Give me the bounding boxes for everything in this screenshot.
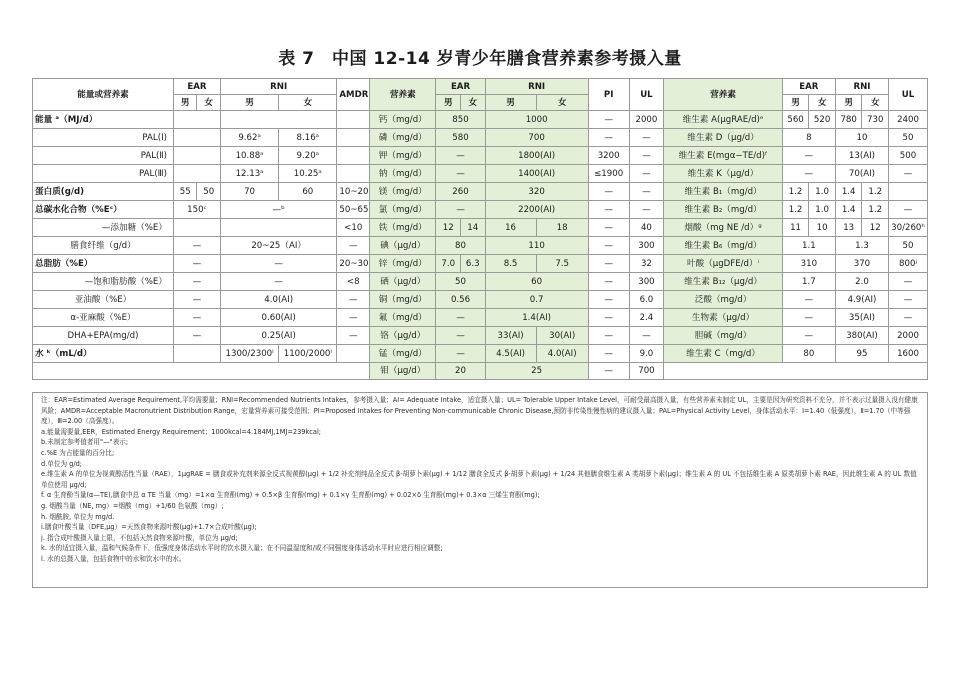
mineral-ul: — xyxy=(629,147,664,165)
vitamin-ul: 50 xyxy=(889,237,928,255)
energy-ear-value xyxy=(173,165,220,183)
vitamin-name: 维生素 A(μgRAE/d)ᵉ xyxy=(664,111,783,129)
energy-ear-value: — xyxy=(173,255,220,273)
table-row xyxy=(33,237,928,255)
mineral-ul: 2.4 xyxy=(629,309,664,327)
header-ear-c: EAR xyxy=(782,79,835,95)
mineral-ul: 32 xyxy=(629,255,664,273)
vitamin-ear-female: 10 xyxy=(809,219,836,237)
mineral-ear-value: 0.56 xyxy=(436,291,485,309)
vitamin-rni-value: 13(AI) xyxy=(835,147,888,165)
header-ul-c: UL xyxy=(889,79,928,111)
vitamin-rni-female: 1.2 xyxy=(862,201,889,219)
mineral-rni-female: 18 xyxy=(536,219,588,237)
mineral-ear-female: 6.3 xyxy=(461,255,486,273)
energy-rni-value: 0.25(AI) xyxy=(220,327,336,345)
energy-label: PAL(Ⅰ) xyxy=(33,129,174,147)
energy-label: DHA+EPA(mg/d) xyxy=(33,327,174,345)
energy-ear-value: 150ᶜ xyxy=(173,201,220,219)
mineral-rni-male: 33(AI) xyxy=(485,327,536,345)
vitamin-rni-value: 370 xyxy=(835,255,888,273)
header-male: 男 xyxy=(436,95,461,111)
vitamin-name: 维生素 D（μg/d） xyxy=(664,129,783,147)
mineral-pi: — xyxy=(588,291,629,309)
vitamin-ear-value: 310 xyxy=(782,255,835,273)
mineral-name: 钙（mg/d） xyxy=(370,111,436,129)
header-ear-b: EAR xyxy=(436,79,485,95)
header-male: 男 xyxy=(835,95,862,111)
vitamin-ear-male: 560 xyxy=(782,111,809,129)
energy-ear-value xyxy=(173,345,220,363)
vitamin-rni-value: 35(AI) xyxy=(835,309,888,327)
mineral-name: 碘（μg/d） xyxy=(370,237,436,255)
energy-rni-value: 4.0(AI) xyxy=(220,291,336,309)
mineral-rni-value: 25 xyxy=(485,363,588,380)
mineral-ear-value: 260 xyxy=(436,183,485,201)
mineral-ul: — xyxy=(629,327,664,345)
mineral-ul: 300 xyxy=(629,273,664,291)
amdr-value xyxy=(337,129,370,147)
energy-rni-value: 20~25（AI） xyxy=(220,237,336,255)
vitamin-rni-value: 1.3 xyxy=(835,237,888,255)
table-row xyxy=(33,129,928,147)
table-row xyxy=(33,345,928,363)
vitamin-ul: — xyxy=(889,165,928,183)
energy-rni-value: —ᵇ xyxy=(220,201,336,219)
footnote: i.膳食叶酸当量（DFE,μg）=天然食物来源叶酸(μg)+1.7×合成叶酸(μg); xyxy=(41,523,257,532)
mineral-ul: 700 xyxy=(629,363,664,380)
header-female: 女 xyxy=(279,95,337,111)
mineral-pi: — xyxy=(588,111,629,129)
mineral-pi: — xyxy=(588,255,629,273)
energy-rni-female: 9.20ᵃ xyxy=(279,147,337,165)
mineral-rni-female: 30(AI) xyxy=(536,327,588,345)
mineral-ul: 300 xyxy=(629,237,664,255)
vitamin-rni-female: 12 xyxy=(862,219,889,237)
vitamin-name: 生物素（μg/d） xyxy=(664,309,783,327)
mineral-ul: 6.0 xyxy=(629,291,664,309)
mineral-ear-value: — xyxy=(436,345,485,363)
energy-ear-value xyxy=(173,147,220,165)
mineral-rni-value: 1.4(AI) xyxy=(485,309,588,327)
vitamin-ul: — xyxy=(889,291,928,309)
mineral-name: 钼（μg/d） xyxy=(370,363,436,380)
energy-label: α-亚麻酸（%E） xyxy=(33,309,174,327)
footnote: j. 指合成叶酸摄入量上限，不包括天然食物来源叶酸，单位为 μg/d; xyxy=(41,533,238,542)
vitamin-name: 维生素 B₂（mg/d） xyxy=(664,201,783,219)
vitamin-ear-female: 1.0 xyxy=(809,183,836,201)
mineral-rni-value: 1400(AI) xyxy=(485,165,588,183)
mineral-name: 钠（mg/d） xyxy=(370,165,436,183)
header-male: 男 xyxy=(173,95,196,111)
vitamin-ear-value: — xyxy=(782,327,835,345)
vitamin-ul xyxy=(889,183,928,201)
table-row xyxy=(33,273,928,291)
energy-label: 能量 ᵃ（MJ/d） xyxy=(33,111,174,129)
amdr-value: — xyxy=(337,291,370,309)
vitamin-rni-male: 1.4 xyxy=(835,183,862,201)
vitamin-ear-value: 1.1 xyxy=(782,237,835,255)
table-row xyxy=(33,363,928,380)
table-row xyxy=(33,327,928,345)
footnote: f. α 生育酚当量(α—TE),膳食中总 α TE 当量（mg）=1×α 生育酚(mg) + 0.5×β 生育酚(mg) + 0.1×γ 生育酚(mg) + 0.02×δ 生育酚(mg)+ 0.3×α 三烯生育酚(mg); xyxy=(41,491,540,500)
vitamin-rni-female: 730 xyxy=(862,111,889,129)
amdr-value: 20~30 xyxy=(337,255,370,273)
vitamin-ear-value: — xyxy=(782,309,835,327)
table-row xyxy=(33,147,928,165)
energy-rni-female: 10.25ᵃ xyxy=(279,165,337,183)
mineral-ear-value: — xyxy=(436,147,485,165)
energy-ear-value: — xyxy=(173,309,220,327)
mineral-ear-male: 7.0 xyxy=(436,255,461,273)
mineral-ear-value: — xyxy=(436,201,485,219)
footnote: k. 水的适宜摄入量，温和气候条件下，低强度身体活动水平时的饮水摄入量；在不同温湿度和/或不同强度身体活动水平时应进行相应调整; xyxy=(41,544,443,553)
vitamin-name: 泛酸（mg/d） xyxy=(664,291,783,309)
vitamin-ul: 50 xyxy=(889,129,928,147)
energy-label: 总脂肪（%E） xyxy=(33,255,174,273)
amdr-value: — xyxy=(337,327,370,345)
header-amdr: AMDR xyxy=(337,79,370,111)
vitamin-ear-male: 1.2 xyxy=(782,183,809,201)
amdr-value: — xyxy=(337,309,370,327)
header-male: 男 xyxy=(782,95,809,111)
mineral-pi: 3200 xyxy=(588,147,629,165)
amdr-value xyxy=(337,165,370,183)
mineral-ul: — xyxy=(629,165,664,183)
vitamin-name: 维生素 K（μg/d） xyxy=(664,165,783,183)
table-row xyxy=(33,201,928,219)
table-row xyxy=(33,183,928,201)
mineral-ul: — xyxy=(629,183,664,201)
amdr-value xyxy=(337,147,370,165)
mineral-ul: 2000 xyxy=(629,111,664,129)
energy-rni-value: 0.60(AI) xyxy=(220,309,336,327)
energy-label: 亚油酸（%E） xyxy=(33,291,174,309)
mineral-pi: — xyxy=(588,327,629,345)
header-rni-a: RNI xyxy=(220,79,336,95)
mineral-rni-male: 4.5(AI) xyxy=(485,345,536,363)
vitamin-name: 维生素 B₁（mg/d） xyxy=(664,183,783,201)
mineral-rni-male: 16 xyxy=(485,219,536,237)
energy-ear-value: — xyxy=(173,327,220,345)
header-male: 男 xyxy=(220,95,278,111)
vitamin-ear-value: — xyxy=(782,291,835,309)
header-female: 女 xyxy=(536,95,588,111)
amdr-value: 50~65 xyxy=(337,201,370,219)
mineral-name: 镁（mg/d） xyxy=(370,183,436,201)
mineral-pi: — xyxy=(588,201,629,219)
mineral-rni-value: 1000 xyxy=(485,111,588,129)
mineral-ul: — xyxy=(629,129,664,147)
table-row xyxy=(33,255,928,273)
header-energy: 能量或营养素 xyxy=(33,79,174,111)
vitamin-rni-value: 4.9(AI) xyxy=(835,291,888,309)
mineral-pi: ≤1900 xyxy=(588,165,629,183)
header-row-1 xyxy=(33,79,928,95)
amdr-value: — xyxy=(337,237,370,255)
vitamin-ul: — xyxy=(889,309,928,327)
mineral-name: 锌（mg/d） xyxy=(370,255,436,273)
header-pi: PI xyxy=(588,79,629,111)
header-nutrient-c: 营养素 xyxy=(664,79,783,111)
energy-rni-value xyxy=(220,111,336,129)
mineral-rni-value: 60 xyxy=(485,273,588,291)
mineral-name: 氯（mg/d） xyxy=(370,201,436,219)
vitamin-rni-male: 13 xyxy=(835,219,862,237)
mineral-rni-female: 4.0(AI) xyxy=(536,345,588,363)
vitamin-ear-male: 11 xyxy=(782,219,809,237)
vitamin-name: 胆碱（mg/d） xyxy=(664,327,783,345)
vitamin-ear-value: 8 xyxy=(782,129,835,147)
vitamin-ear-value: — xyxy=(782,147,835,165)
mineral-ear-value: 850 xyxy=(436,111,485,129)
vitamin-rni-value: 10 xyxy=(835,129,888,147)
table-row xyxy=(33,219,928,237)
mineral-rni-value: 1800(AI) xyxy=(485,147,588,165)
footnote: g. 烟酸当量（NE, mg）=烟酸（mg）+1/60 色氨酸（mg）; xyxy=(41,501,224,510)
mineral-name: 硒（μg/d） xyxy=(370,273,436,291)
mineral-pi: — xyxy=(588,273,629,291)
energy-rni-male: 12.13ᵃ xyxy=(220,165,278,183)
vitamin-name: 叶酸（μgDFE/d）ⁱ xyxy=(664,255,783,273)
empty-cell xyxy=(33,363,370,380)
footnote: e.维生素 A 的单位为视黄醇活性当量（RAE），1μgRAE = 膳食或补充剂来源全反式视黄醇(μg) + 1/2 补充剂纯品全反式 β-胡萝卜素(μg) + 1/12 膳食全反式 β-胡萝卜素(μg) + 1/24 其他膳食维生素 A 类胡萝卜素(μg)；维生素 A 的 UL 不包括维生素 A 原类胡萝卜素 RAE，因此维生素 A 的 UL 数值单位使用 μg/d; xyxy=(41,470,917,489)
vitamin-ul: 30/260ʰ xyxy=(889,219,928,237)
header-rni-c: RNI xyxy=(835,79,888,95)
vitamin-name: 维生素 B₆（mg/d） xyxy=(664,237,783,255)
header-female: 女 xyxy=(862,95,889,111)
vitamin-ear-female: 1.0 xyxy=(809,201,836,219)
vitamin-rni-value: 380(AI) xyxy=(835,327,888,345)
energy-label: —添加糖（%E） xyxy=(33,219,174,237)
energy-rni-female: 8.16ᵃ xyxy=(279,129,337,147)
energy-ear-value: — xyxy=(173,237,220,255)
energy-rni-value: — xyxy=(220,255,336,273)
vitamin-rni-value: 95 xyxy=(835,345,888,363)
vitamin-ul: — xyxy=(889,201,928,219)
amdr-value xyxy=(337,111,370,129)
energy-ear-value: — xyxy=(173,273,220,291)
footnote: d.单位为 g/d; xyxy=(41,459,82,468)
mineral-name: 氟（mg/d） xyxy=(370,309,436,327)
mineral-pi: — xyxy=(588,237,629,255)
header-nutrient-b: 营养素 xyxy=(370,79,436,111)
amdr-value xyxy=(337,345,370,363)
energy-rni-value xyxy=(220,219,336,237)
mineral-pi: — xyxy=(588,219,629,237)
page-title: 表 7 中国 12-14 岁青少年膳食营养素参考摄入量 xyxy=(278,49,682,69)
energy-rni-female: 60 xyxy=(279,183,337,201)
energy-label: 总碳水化合物（%Eᶜ） xyxy=(33,201,174,219)
mineral-rni-value: 320 xyxy=(485,183,588,201)
mineral-pi: — xyxy=(588,183,629,201)
header-female: 女 xyxy=(461,95,486,111)
energy-ear-value xyxy=(173,111,220,129)
mineral-pi: — xyxy=(588,363,629,380)
mineral-name: 磷（mg/d） xyxy=(370,129,436,147)
table-row xyxy=(33,165,928,183)
amdr-value: <8 xyxy=(337,273,370,291)
vitamin-ul: 800ʲ xyxy=(889,255,928,273)
mineral-name: 铁（mg/d） xyxy=(370,219,436,237)
vitamin-name: 维生素 C（mg/d） xyxy=(664,345,783,363)
table-row xyxy=(33,291,928,309)
footnote: 注：EAR=Estimated Average Requirement,平均需要量；RNI=Recommended Nutrients Intakes，参考摄入量；AI= Adequate Intake，适宜摄入量；UL= Tolerable Upper Intake Level，可耐受最高摄入量，有些营养素未制定 UL，主要是因为研究资料不充分，并不表示过量摄入没有健康风险；AMDR=Acceptable Macronutrient Distribution Range，宏量营养素可接受范围；PI=Proposed Intakes for Preventing Non-communicable Chronic Disease,预防非传染性慢性病的建议摄入量；PAL=Physical Activity Level，身体活动水平：Ⅰ=1.40（低强度），Ⅱ=1.70（中等强度），Ⅲ=2.00（高强度）。 xyxy=(41,396,918,426)
mineral-ear-value: — xyxy=(436,165,485,183)
energy-label: PAL(Ⅱ) xyxy=(33,147,174,165)
footnotes xyxy=(32,392,928,588)
vitamin-rni-female: 1.2 xyxy=(862,183,889,201)
energy-rni-value: — xyxy=(220,273,336,291)
vitamin-rni-value: 70(AI) xyxy=(835,165,888,183)
mineral-pi: — xyxy=(588,345,629,363)
header-ul-b: UL xyxy=(629,79,664,111)
vitamin-ul: 1600 xyxy=(889,345,928,363)
energy-rni-male: 10.88ᵃ xyxy=(220,147,278,165)
mineral-ear-female: 14 xyxy=(461,219,486,237)
energy-label: PAL(Ⅲ) xyxy=(33,165,174,183)
footnote: b.未制定参考值者用"—"表示; xyxy=(41,438,129,447)
mineral-name: 铜（mg/d） xyxy=(370,291,436,309)
vitamin-ear-male: 1.2 xyxy=(782,201,809,219)
vitamin-ear-female: 520 xyxy=(809,111,836,129)
energy-rni-female: 1100/2000ˡ xyxy=(279,345,337,363)
amdr-value: 10~20 xyxy=(337,183,370,201)
mineral-rni-value: 110 xyxy=(485,237,588,255)
energy-label: 蛋白质(g/d) xyxy=(33,183,174,201)
mineral-ear-value: 50 xyxy=(436,273,485,291)
mineral-ul: 40 xyxy=(629,219,664,237)
vitamin-rni-male: 1.4 xyxy=(835,201,862,219)
vitamin-ul: 2400 xyxy=(889,111,928,129)
mineral-name: 铬（μg/d） xyxy=(370,327,436,345)
header-male: 男 xyxy=(485,95,536,111)
empty-cell xyxy=(664,363,928,380)
mineral-pi: — xyxy=(588,309,629,327)
footnote: l. 水的总摄入量，包括食物中的水和饮水中的水。 xyxy=(41,554,186,563)
dri-table xyxy=(32,78,928,380)
mineral-ear-male: 12 xyxy=(436,219,461,237)
vitamin-ul: — xyxy=(889,273,928,291)
mineral-ear-value: 580 xyxy=(436,129,485,147)
energy-ear-male: 55 xyxy=(173,183,196,201)
mineral-ul: — xyxy=(629,201,664,219)
vitamin-rni-male: 780 xyxy=(835,111,862,129)
mineral-rni-value: 2200(AI) xyxy=(485,201,588,219)
mineral-rni-female: 7.5 xyxy=(536,255,588,273)
header-rni-b: RNI xyxy=(485,79,588,95)
table-row xyxy=(33,309,928,327)
header-ear-a: EAR xyxy=(173,79,220,95)
mineral-rni-value: 0.7 xyxy=(485,291,588,309)
energy-rni-male: 9.62ᵃ xyxy=(220,129,278,147)
energy-rni-male: 70 xyxy=(220,183,278,201)
mineral-ear-value: — xyxy=(436,327,485,345)
energy-ear-female: 50 xyxy=(197,183,221,201)
mineral-rni-value: 700 xyxy=(485,129,588,147)
energy-label: 水 ᵏ（mL/d） xyxy=(33,345,174,363)
vitamin-ear-value: — xyxy=(782,165,835,183)
header-female: 女 xyxy=(197,95,221,111)
mineral-ear-value: — xyxy=(436,309,485,327)
mineral-name: 锰（mg/d） xyxy=(370,345,436,363)
vitamin-name: 维生素 E(mgα−TE/d)ᶠ xyxy=(664,147,783,165)
energy-label: 膳食纤维（g/d） xyxy=(33,237,174,255)
header-female: 女 xyxy=(809,95,836,111)
vitamin-rni-value: 2.0 xyxy=(835,273,888,291)
energy-label: —饱和脂肪酸（%E） xyxy=(33,273,174,291)
energy-rni-male: 1300/2300ˡ xyxy=(220,345,278,363)
footnote: a.能量需要量,EER，Estimated Energy Requirement；1000kcal=4.184MJ,1MJ=239kcal; xyxy=(41,427,321,436)
vitamin-ul: 2000 xyxy=(889,327,928,345)
mineral-name: 钾（mg/d） xyxy=(370,147,436,165)
vitamin-ear-value: 80 xyxy=(782,345,835,363)
mineral-rni-male: 8.5 xyxy=(485,255,536,273)
amdr-value: <10 xyxy=(337,219,370,237)
mineral-ear-value: 80 xyxy=(436,237,485,255)
energy-ear-value xyxy=(173,129,220,147)
mineral-ul: 9.0 xyxy=(629,345,664,363)
mineral-pi: — xyxy=(588,129,629,147)
mineral-ear-value: 20 xyxy=(436,363,485,380)
vitamin-name: 维生素 B₁₂（μg/d） xyxy=(664,273,783,291)
vitamin-ear-value: 1.7 xyxy=(782,273,835,291)
footnote: c.%E 为占能量的百分比; xyxy=(41,448,115,457)
footnote: h. 烟酰胺, 单位为 mg/d. xyxy=(41,512,115,521)
energy-ear-value xyxy=(173,219,220,237)
vitamin-ul: 500 xyxy=(889,147,928,165)
energy-ear-value: — xyxy=(173,291,220,309)
vitamin-name: 烟酸（mg NE /d）ᵍ xyxy=(664,219,783,237)
table-row xyxy=(33,111,928,129)
